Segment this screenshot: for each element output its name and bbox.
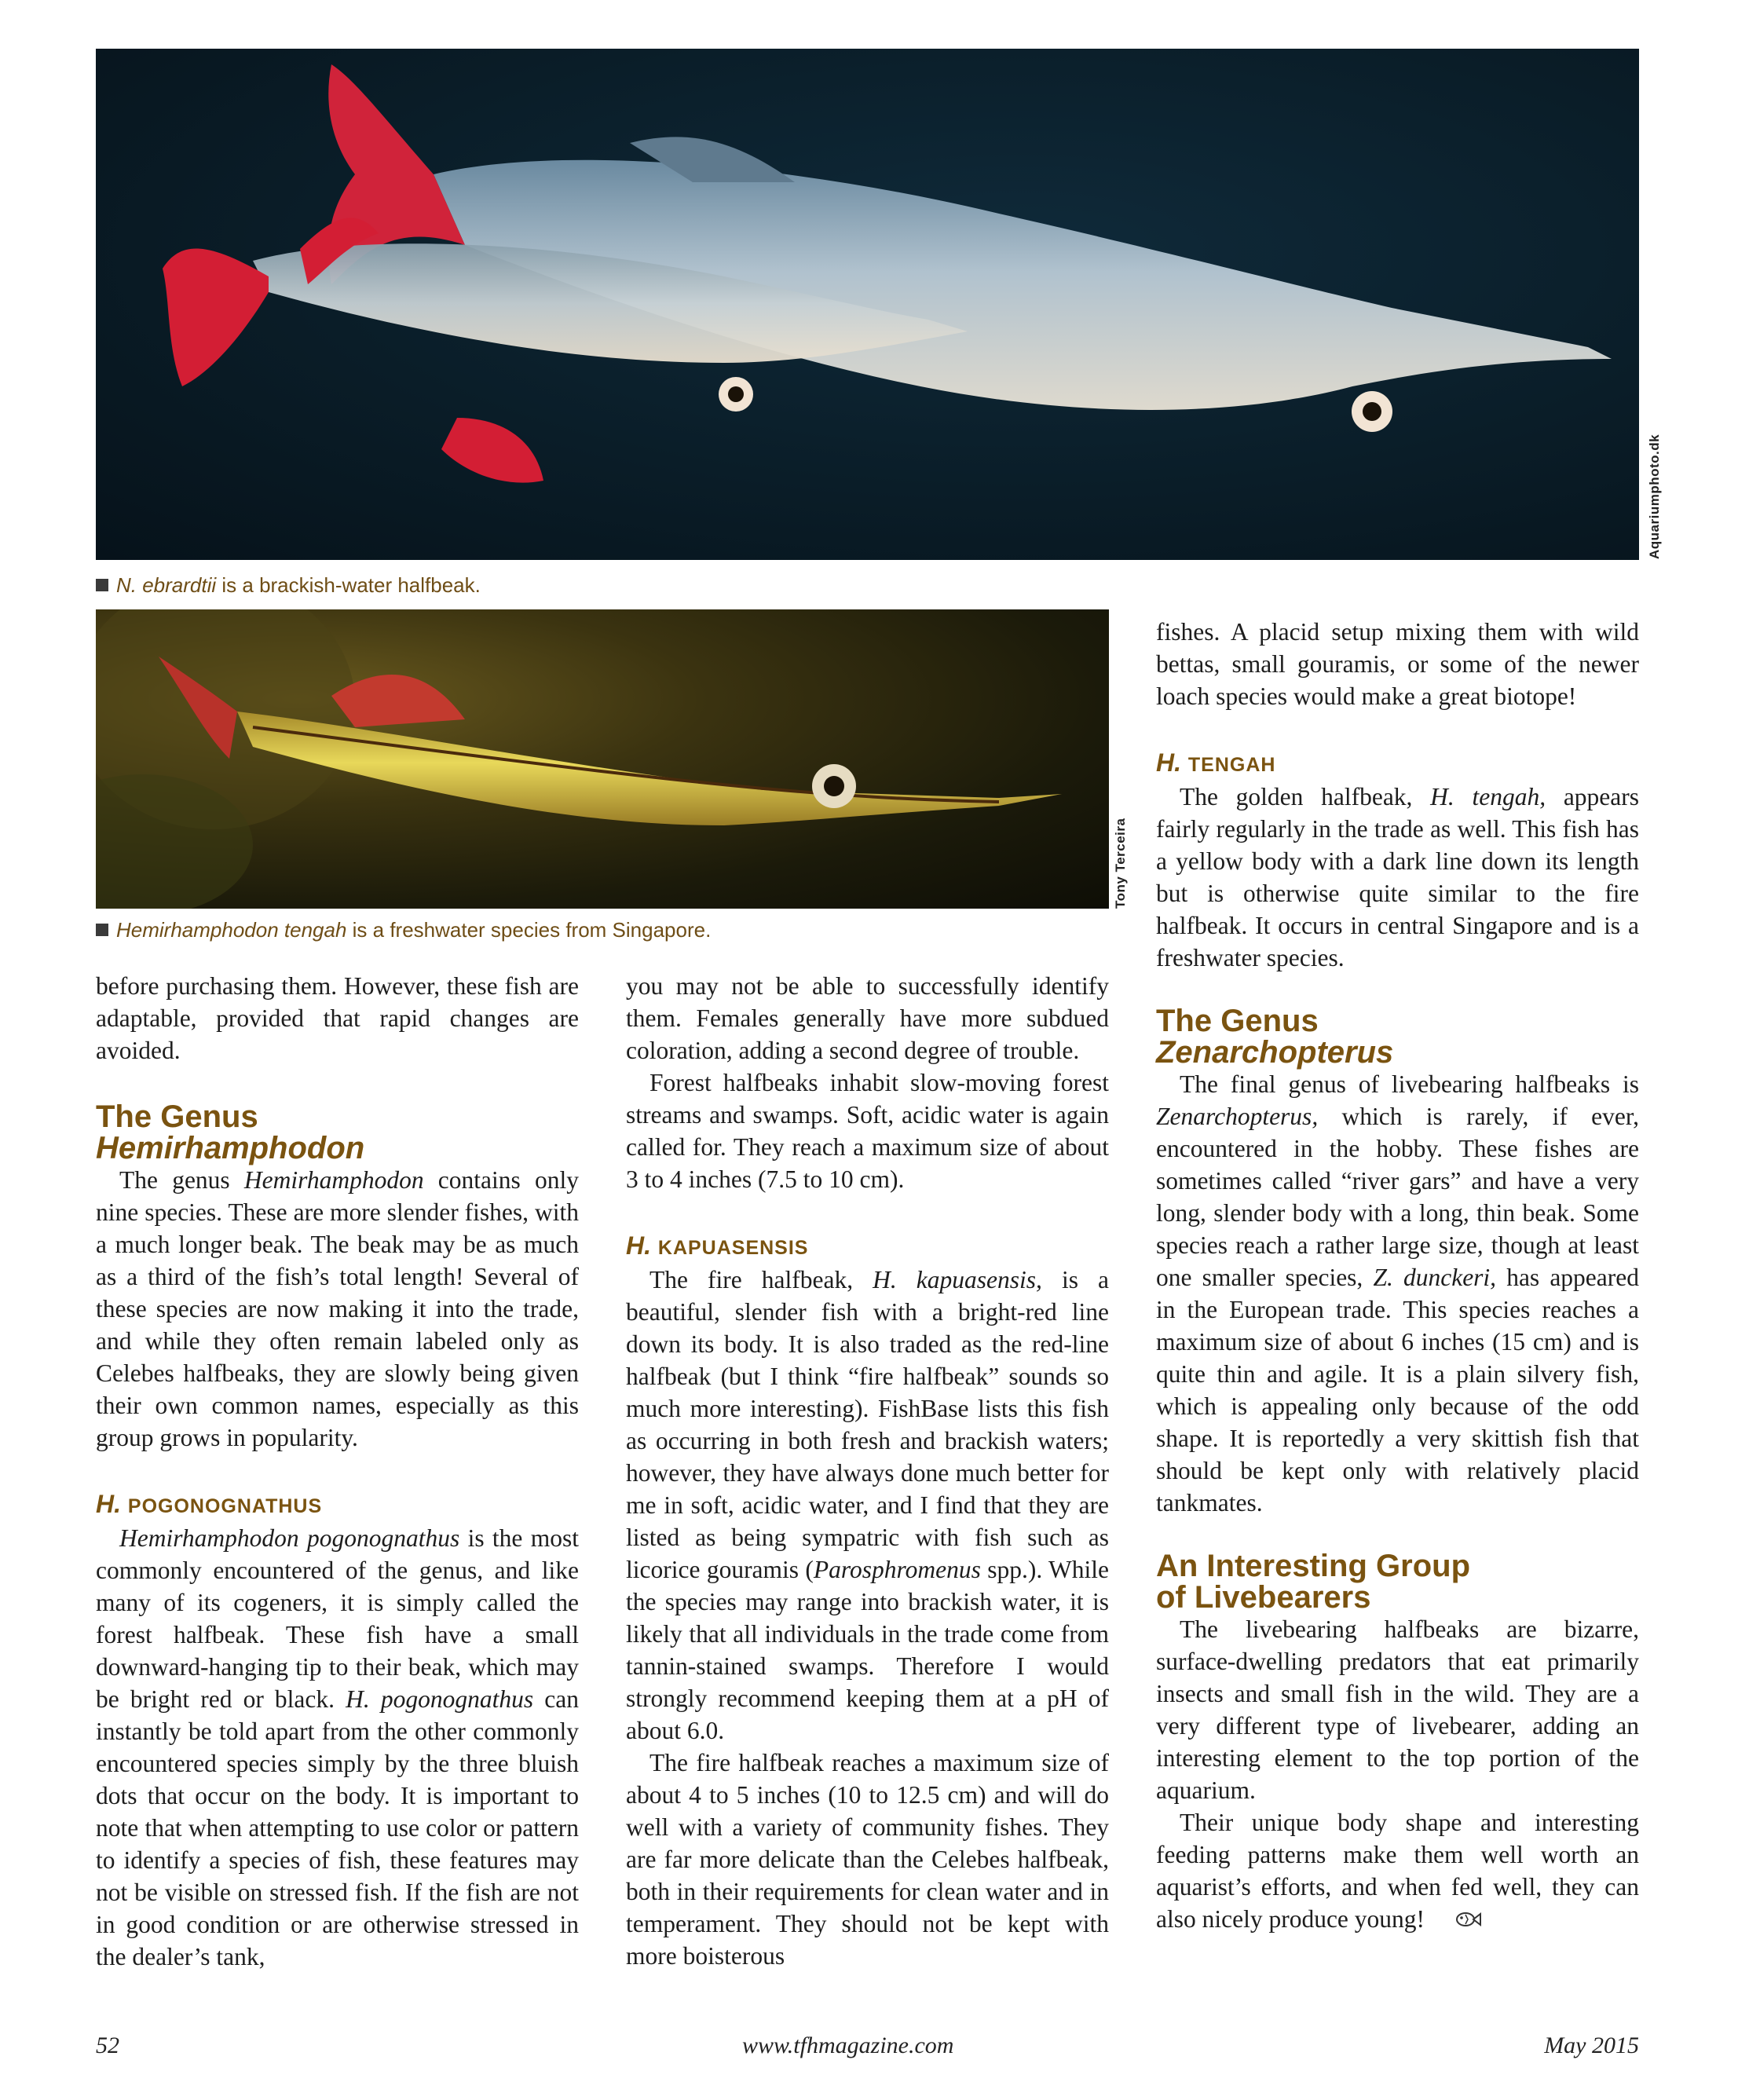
caption-bullet-icon [96, 579, 108, 591]
subheading-h-tengah: H. TENGAH [1156, 748, 1276, 777]
subheading-h-kapuasensis: H. KAPUASENSIS [626, 1231, 809, 1260]
section-heading-hemirhamphodon: The Genus Hemirhamphodon [96, 1099, 365, 1165]
photo-hemirhamphodon-tengah [96, 609, 1109, 909]
photo-credit-top: Aquariumphoto.dk [1647, 434, 1662, 559]
caption-text: is a brackish-water halfbeak. [216, 573, 481, 597]
paragraph: The genus Hemirhamphodon contains only nine species. These are more slender fishes, with a much longer beak. The beak may be as much as a third of the fish’s total length! Several of these species are now making it into the trade, and while they often remain labeled only as Celebes halfbeaks, they are slowly being given their own common names, especially as this group grows in popularity. [96, 1166, 579, 1451]
column-1 [96, 970, 579, 1973]
section-heading-zenarchopterus: The Genus Zenarchopterus [1156, 1004, 1394, 1070]
paragraph: fishes. A placid setup mixing them with wild bettas, small gouramis, or some of the newer loach species would make a great biotope! [1156, 618, 1639, 710]
caption-species: Hemirhamphodon tengah [116, 918, 347, 942]
paragraph: The golden halfbeak, H. tengah, appears fairly regularly in the trade as well. This fish has a yellow body with a dark line down its length but is otherwise quite similar to the fire halfbeak. It occurs in central Singapore and is a freshwater species. [1156, 783, 1640, 971]
column-3 [1156, 616, 1639, 1937]
paragraph: The livebearing halfbeaks are bizarre, surface-dwelling predators that eat primarily insects and small fish in the wild. They are a very different type of livebearer, adding an interesting element to the top portion of the aquarium. [1156, 1615, 1639, 1804]
paragraph: The fire halfbeak, H. kapuasensis, is a beautiful, slender fish with a bright-red line down its body. It is also traded as the red-line halfbeak (but I think “fire halfbeak” sounds so much more interesting). FishBase lists this fish as occurring in both fresh and brackish waters; however, they have always done much better for me in soft, acidic water, and I find that they are listed as being sympatric with fish such as licorice gouramis (Parosphromenus spp.). While the species may range into brackish water, it is likely that all individuals in the trade come from tannin-stained swamps. Therefore I would strongly recommend keeping them at a pH of about 6.0. [626, 1266, 1109, 1744]
paragraph: The fire halfbeak reaches a maximum size of about 4 to 5 inches (10 to 12.5 cm) and will do well with a variety of community fishes. They are far more delicate than the Celebes halfbeak, both in their requirements for clean water and in temperament. They should not be kept with more boisterous [626, 1749, 1109, 1970]
paragraph: The final genus of livebearing halfbeaks is Zenarchopterus, which is rarely, if ever, encountered in the hobby. These fishes are sometimes called “river gars” and have a very long, slender body with a long, thin beak. Some species reach a rather large size, though at least one smaller species, Z. dunckeri, has appeared in the European trade. This species reaches a maximum size of about 6 inches (15 cm) and is quite thin and agile. It is a plain silvery fish, which is appealing only because of the odd shape. It is reportedly a very skittish fish that should be kept only with relatively placid tankmates. [1156, 1070, 1639, 1516]
photo-caption-bottom [96, 918, 711, 942]
fish-illustration-tengah [96, 609, 1109, 909]
footer-url: www.tfhmagazine.com [742, 2032, 954, 2058]
page-number: 52 [96, 2032, 119, 2058]
paragraph: you may not be able to successfully identify them. Females generally have more subdued coloration, adding a second degree of trouble. [626, 972, 1109, 1064]
footer-date: May 2015 [1544, 2032, 1639, 2058]
caption-species: N. ebrardtii [116, 573, 217, 597]
caption-text: is a freshwater species from Singapore. [346, 918, 712, 942]
fish-illustration-ebrardtii [96, 49, 1639, 560]
paragraph: Their unique body shape and interesting feeding patterns make them well worth an aquarist’s efforts, and when fed well, they can also nicely produce young! [1156, 1806, 1639, 1937]
caption-bullet-icon [96, 924, 108, 936]
paragraph: before purchasing them. However, these fish are adaptable, provided that rapid changes are avoided. [96, 972, 579, 1064]
subheading-h-pogonognathus: H. POGONOGNATHUS [96, 1490, 323, 1518]
photo-credit-bottom: Tony Terceira [1113, 818, 1128, 909]
fish-icon [1431, 1904, 1481, 1937]
section-heading-interesting-group: An Interesting Group of Livebearers [1156, 1549, 1470, 1615]
column-2 [626, 970, 1109, 1972]
photo-ebrardtii [96, 49, 1639, 560]
paragraph: Hemirhamphodon pogonognathus is the most commonly encountered of the genus, and like many of its cogeners, it is simply called the forest halfbeak. These fish have a small downward-hanging tip to their beak, which may be bright red or black. H. pogonognathus can instantly be told apart from the other commonly encountered species simply by the three bluish dots that occur on the body. It is important to note that when attempting to use color or pattern to identify a species of fish, these features may not be visible on stressed fish. If the fish are not in good condition or are otherwise stressed in the dealer’s tank, [96, 1524, 579, 1970]
paragraph: Forest halfbeaks inhabit slow-moving forest streams and swamps. Soft, acidic water is again called for. They reach a maximum size of about 3 to 4 inches (7.5 to 10 cm). [626, 1069, 1109, 1193]
photo-caption-top [96, 573, 481, 598]
